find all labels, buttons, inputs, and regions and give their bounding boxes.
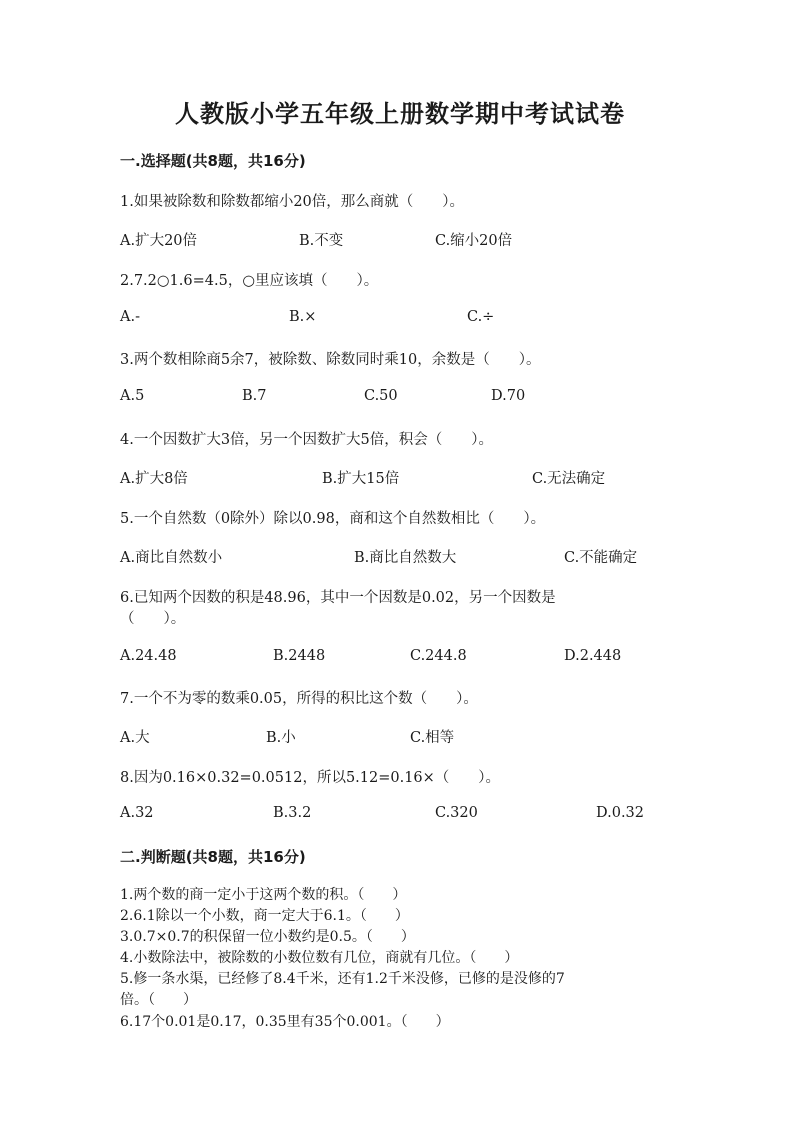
- judgement-item: 5.修一条水渠，已经修了8.4千米，还有1.2千米没修，已修的是没修的7: [120, 971, 565, 987]
- section-heading-judgement: 二.判断题(共8题，共16分): [120, 848, 306, 866]
- option: B.×: [289, 309, 317, 325]
- question-text: 2.7.2○1.6=4.5，○里应该填（ ）。: [120, 273, 379, 289]
- option: B.不变: [299, 233, 344, 249]
- option: C.50: [364, 388, 398, 404]
- question-text: 1.如果被除数和除数都缩小20倍，那么商就（ ）。: [120, 194, 465, 210]
- option: C.缩小20倍: [435, 233, 513, 249]
- option: B.扩大15倍: [322, 471, 400, 487]
- judgement-item: 6.17个0.01是0.17，0.35里有35个0.001。（ ）: [120, 1014, 450, 1030]
- question-text: 6.已知两个因数的积是48.96，其中一个因数是0.02，另一个因数是: [120, 590, 556, 606]
- option: A.24.48: [120, 648, 177, 664]
- judgement-item: 3.0.7×0.7的积保留一位小数约是0.5。（ ）: [120, 929, 415, 945]
- option: A.大: [120, 730, 150, 746]
- question-text: 8.因为0.16×0.32=0.0512，所以5.12=0.16×（ ）。: [120, 770, 501, 786]
- option: C.不能确定: [564, 550, 638, 566]
- option: D.70: [491, 388, 526, 404]
- judgement-item: 1.两个数的商一定小于这两个数的积。（ ）: [120, 887, 407, 903]
- judgement-item: 2.6.1除以一个小数，商一定大于6.1。（ ）: [120, 908, 409, 924]
- option: B.商比自然数大: [354, 550, 457, 566]
- option: D.2.448: [564, 648, 622, 664]
- question-text: 5.一个自然数（0除外）除以0.98，商和这个自然数相比（ ）。: [120, 511, 546, 527]
- option: B.3.2: [273, 805, 312, 821]
- exam-title: 人教版小学五年级上册数学期中考试试卷: [175, 100, 625, 128]
- option: B.7: [242, 388, 267, 404]
- option: C.÷: [467, 309, 495, 325]
- option: B.2448: [273, 648, 326, 664]
- question-text: 7.一个不为零的数乘0.05，所得的积比这个数（ ）。: [120, 691, 478, 707]
- option: D.0.32: [596, 805, 645, 821]
- option: C.无法确定: [532, 471, 606, 487]
- option: C.相等: [410, 730, 455, 746]
- option: C.244.8: [410, 648, 467, 664]
- option: A.扩大8倍: [120, 471, 188, 487]
- option: C.320: [435, 805, 478, 821]
- option: A.32: [120, 805, 154, 821]
- option: A.扩大20倍: [120, 233, 198, 249]
- option: B.小: [266, 730, 296, 746]
- question-text-continued: （ ）。: [120, 611, 186, 627]
- option: A.-: [120, 309, 140, 325]
- option: A.5: [120, 388, 145, 404]
- question-text: 3.两个数相除商5余7，被除数、除数同时乘10，余数是（ ）。: [120, 352, 541, 368]
- judgement-item-continued: 倍。（ ）: [120, 992, 197, 1008]
- judgement-item: 4.小数除法中，被除数的小数位数有几位，商就有几位。（ ）: [120, 950, 519, 966]
- option: A.商比自然数小: [120, 550, 223, 566]
- question-text: 4.一个因数扩大3倍，另一个因数扩大5倍，积会（ ）。: [120, 432, 494, 448]
- section-heading-choice: 一.选择题(共8题，共16分): [120, 152, 306, 170]
